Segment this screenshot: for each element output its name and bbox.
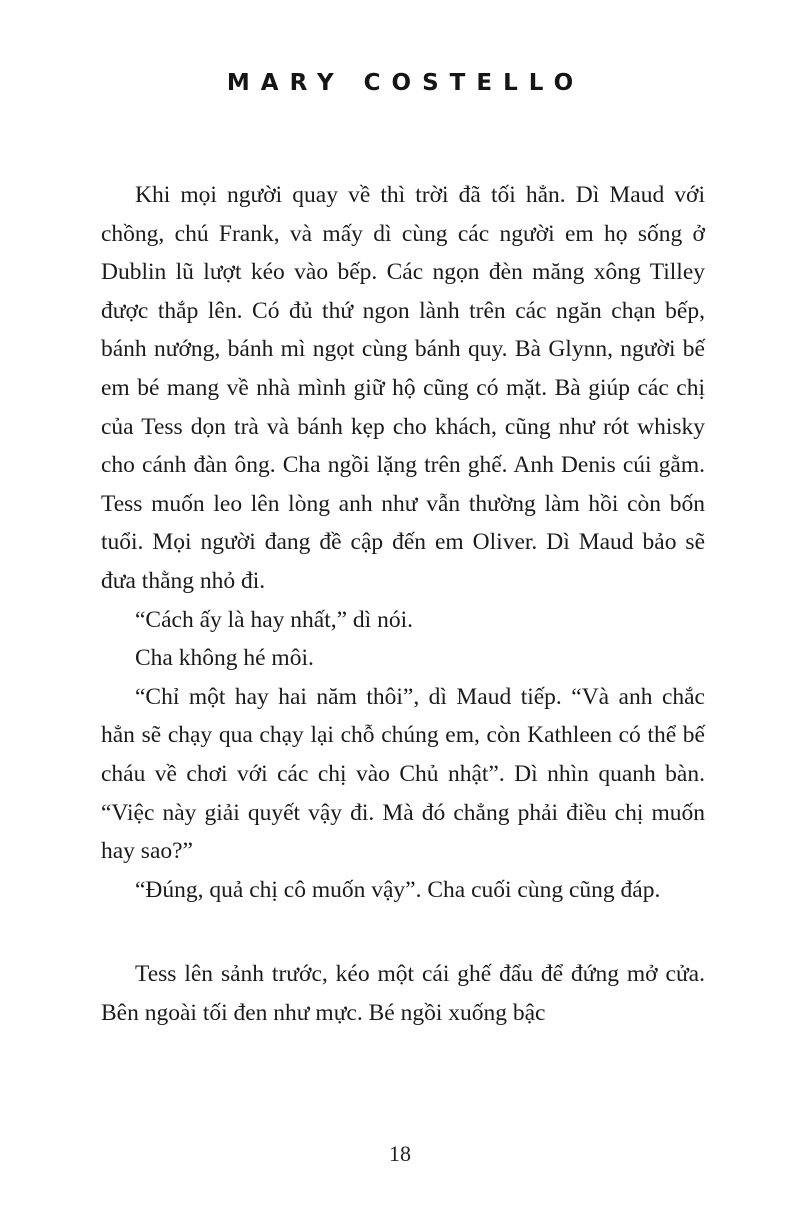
paragraph-dialogue-3: “Đúng, quả chị cô muốn vậy”. Cha cuối cùng cũng đáp. xyxy=(135,876,661,903)
paragraph-narrative-3: Tess lên sảnh trước, kéo một cái ghế đẩu để đứng mở cửa. Bên ngoài tối đen như mực. Bé ngồi xuống bậc xyxy=(101,961,705,1026)
body-text-block xyxy=(101,176,705,1032)
page-number: 18 xyxy=(389,1141,411,1166)
paragraph-narrative-1: Khi mọi người quay về thì trời đã tối hẳn. Dì Maud với chồng, chú Frank, và mấy dì cùng các người em họ sống ở Dublin lũ lượt kéo vào bếp. Các ngọn đèn măng xông Tilley được thắp lên. Có đủ thứ ngon lành trên các ngăn chạn bếp, bánh nướng, bánh mì ngọt cùng bánh quy. Bà Glynn, người bế em bé mang về nhà mình giữ hộ cũng có mặt. Bà giúp các chị của Tess dọn trà và bánh kẹp cho khách, cũng như rót whisky cho cánh đàn ông. Cha ngồi lặng trên ghế. Anh Denis cúi gằm. Tess muốn leo lên lòng anh như vẫn thường làm hồi còn bốn tuổi. Mọi người đang đề cập đến em Oliver. Dì Maud bảo sẽ đưa thằng nhỏ đi. xyxy=(101,182,705,594)
paragraph-dialogue-2: “Chỉ một hay hai năm thôi”, dì Maud tiếp. “Và anh chắc hẳn sẽ chạy qua chạy lại chỗ chúng em, còn Kathleen có thể bế cháu về chơi với các chị vào Chủ nhật”. Dì nhìn quanh bàn. “Việc này giải quyết vậy đi. Mà đó chẳng phải điều chị muốn hay sao?” xyxy=(101,683,705,865)
running-head-author: MARY COSTELLO xyxy=(226,70,585,96)
paragraph-dialogue-1: “Cách ấy là hay nhất,” dì nói. xyxy=(135,606,413,633)
paragraph-narrative-2: Cha không hé môi. xyxy=(135,645,314,672)
